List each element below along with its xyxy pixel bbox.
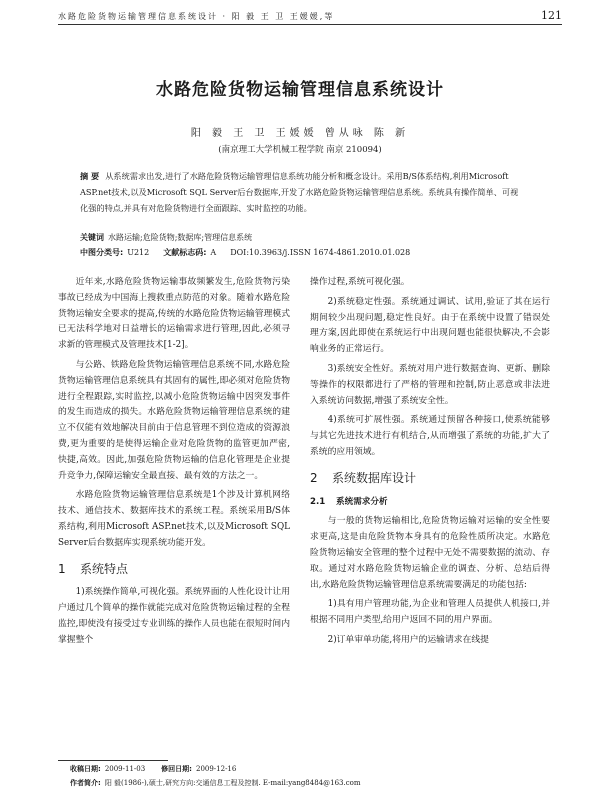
- keywords-text: 水路运输;危险货物;数据库;管理信息系统: [108, 233, 253, 242]
- keywords-label: 关键词: [80, 233, 104, 242]
- paragraph: 操作过程,系统可视化强。: [310, 277, 410, 287]
- section-title: 系统数据库设计: [332, 470, 417, 485]
- classification: [80, 247, 410, 258]
- clc-label: 中图分类号:: [80, 248, 124, 257]
- paragraph: 1)系统操作简单,可视化强。系统界面的人性化设计让用户通过几个简单的操作就能完成对危险货物运输过程的全程监控,即使没有接受过专业训练的操作人员也能在很短时间内掌握整个: [58, 587, 290, 645]
- section-number: 2: [310, 470, 318, 485]
- paragraph: 4)系统可扩展性强。系统通过预留各种接口,使系统能够与其它先进技术进行有机结合,从而增强了系统的功能,扩大了系统的应用领域。: [310, 415, 550, 457]
- author-info: 阳 毅(1986-),硕士,研究方向:交通信息工程及控制. E-mail:yang8484@163.com: [104, 779, 361, 787]
- clc-value: U212: [127, 248, 150, 257]
- doi: DOI:10.3963/j.ISSN 1674-4861.2010.01.028: [230, 248, 411, 257]
- running-head: [58, 8, 562, 25]
- received-label: 收稿日期:: [70, 765, 101, 773]
- left-column: [58, 275, 290, 649]
- subsection-title: 系统需求分析: [336, 496, 388, 507]
- paper-title: 水路危险货物运输管理信息系统设计: [156, 80, 444, 100]
- subsection-number: 2.1: [310, 496, 326, 507]
- doc-code-label: 文献标志码:: [163, 248, 207, 257]
- page-number: 121: [541, 9, 562, 22]
- authors: 阳 毅 王 卫 王媛媛 曾从咏 陈 新: [190, 128, 410, 139]
- paragraph: 2)系统稳定性强。系统通过调试、试用,验证了其在运行期间较少出现问题,稳定性良好。由于在系统中设置了错误处理方案,因此即使在系统运行中出现问题也能很快解决,不会影响业务的正常运行。: [310, 296, 550, 355]
- footnote-dates: [70, 764, 236, 774]
- paragraph: 2)订单审单功能,将用户的运输请求在线提: [327, 634, 489, 645]
- paragraph: 3)系统安全性好。系统对用户进行数据查询、更新、删除等操作的权限都进行了严格的管理和控制,防止恶意或非法进入系统访问数据,增强了系统安全性。: [310, 363, 550, 406]
- abstract-text: 从系统需求出发,进行了水路危险货物运输管理信息系统功能分析和概念设计。采用B/S体系结构,利用Microsoft ASP.net技术,以及Microsoft SQL Server后台数据库,开发了水路危险货物运输管理信息系统。系统具有操作简单、可视化强的特点,并具有对危险货物进行全面跟踪、实时监控的功能。: [80, 171, 519, 213]
- doc-code-value: A: [210, 248, 217, 257]
- paragraph: 与公路、铁路危险货物运输管理信息系统不同,水路危险货物运输管理信息系统具有其固有的属性,即必须对危险货物进行全程跟踪,实时监控,以减小危险货物运输中因突发事件的发生而造成的损失。水路危险货物运输管理信息系统的建立不仅能有效地解决目前由于信息管理不到位造成的资源浪费,更为重要的是使得运输企业对危险货物的监管更加严密,快捷,高效。因此,加强危险货物运输的信息化管理是企业提升竞争力,保障运输安全最直接、最有效的方法之一。: [58, 359, 290, 481]
- revised-label: 修回日期:: [161, 765, 192, 773]
- footnote-rule: [58, 760, 168, 761]
- keywords: [80, 232, 252, 243]
- section-heading-1: [58, 562, 290, 578]
- author-label: 作者简介:: [70, 779, 101, 787]
- footnote-author: [70, 778, 360, 788]
- section-number: 1: [58, 561, 66, 576]
- paragraph: 近年来,水路危险货物运输事故频繁发生,危险货物污染事故已经成为中国海上搜救重点防范的对象。随着水路危险货物运输安全要求的提高,传统的水路危险货物运输管理模式已无法科学地对日益增长的运输需求进行管理,因此,必须寻求新的管理模式及管理技术[1-2]。: [58, 277, 290, 351]
- section-heading-2: [310, 471, 550, 487]
- subsection-heading-2-1: [310, 495, 550, 511]
- paragraph: 与一般的货物运输相比,危险货物运输对运输的安全性要求更高,这是由危险货物本身具有的危险性质所决定。水路危险货物运输安全管理的整个过程中无处不需要数据的流动、存取。通过对水路危险货物运输企业的调查、分析、总结后得出,水路危险货物运输管理信息系统需要满足的功能包括:: [310, 516, 550, 590]
- section-title: 系统特点: [80, 561, 129, 576]
- running-head-title: 水路危险货物运输管理信息系统设计 · 阳 毅 王 卫 王媛媛,等: [58, 12, 335, 21]
- received-date: 2009-11-03: [104, 765, 146, 773]
- affiliation: (南京理工大学机械工程学院 南京 210094): [218, 145, 382, 155]
- right-column: [310, 275, 550, 649]
- abstract-label: 摘 要: [80, 171, 100, 181]
- paragraph: 1)具有用户管理功能,为企业和管理人员提供人机接口,并根据不同用户类型,给用户返回不同的用户界面。: [310, 599, 550, 626]
- revised-date: 2009-12-16: [195, 765, 237, 773]
- abstract: [80, 168, 520, 216]
- paragraph: 水路危险货物运输管理信息系统是1个涉及计算机网络技术、通信技术、数据库技术的系统工程。系统采用B/S体系结构,利用Microsoft ASP.net技术,以及Microsoft SQL Server后台数据库实现系统功能开发。: [58, 490, 290, 548]
